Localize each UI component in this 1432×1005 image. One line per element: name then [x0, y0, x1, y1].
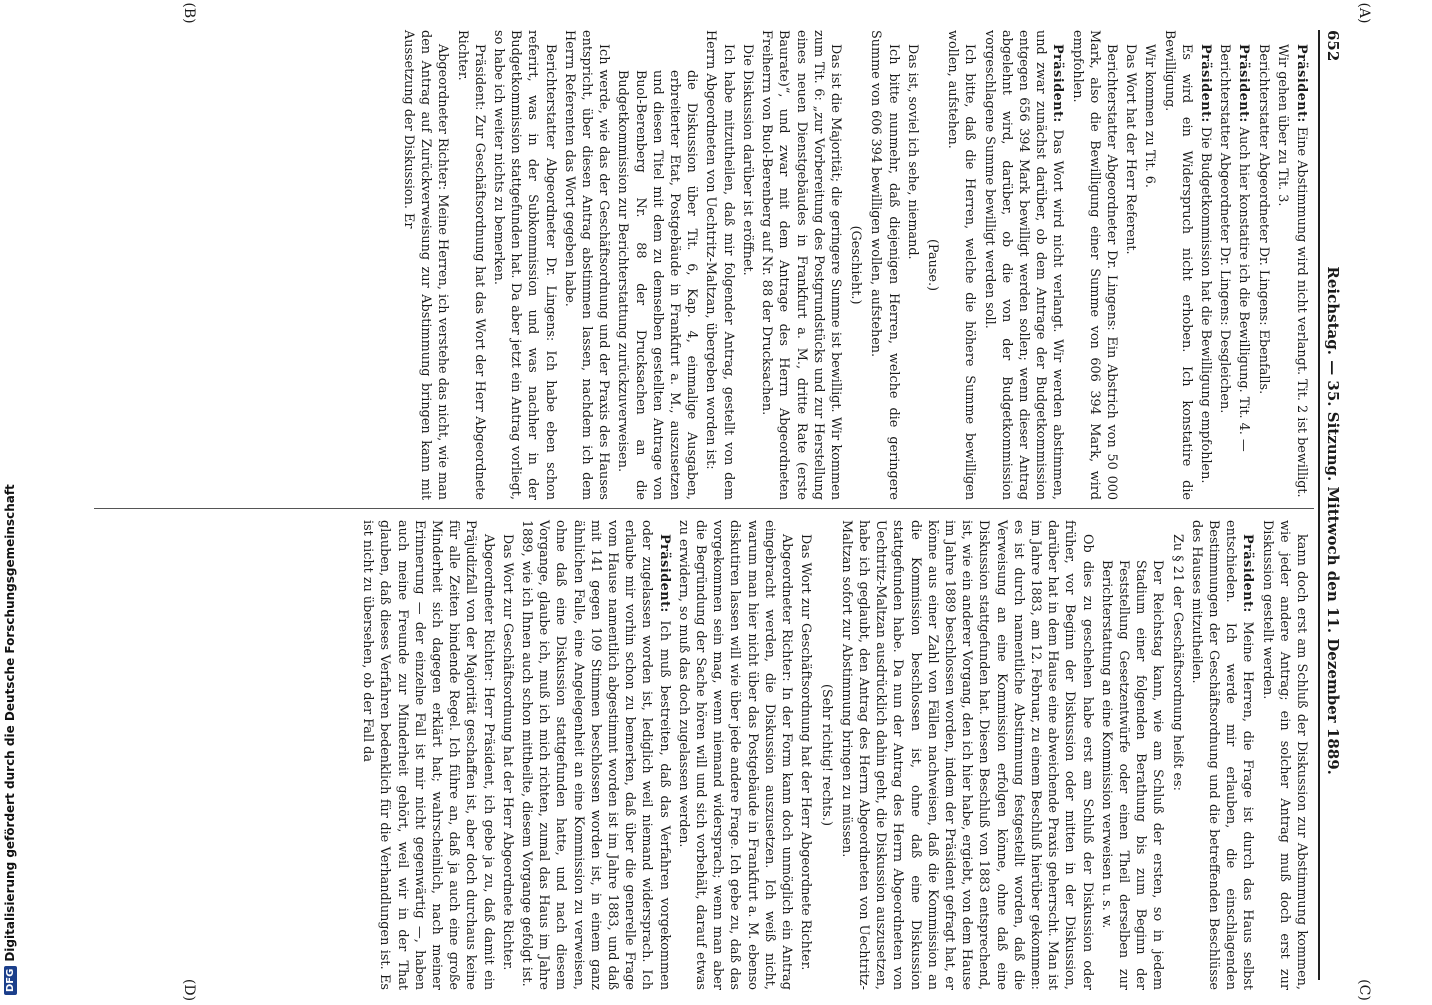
speaker-label: Präsident: — [1294, 44, 1309, 123]
page-header — [1324, 30, 1352, 980]
speaker-label: Präsident: — [1050, 44, 1066, 123]
paragraph — [1068, 30, 1120, 500]
paragraph-text: Abgeordneter Richter: Herr Präsident, ich gebe ja zu, daß damit ein Präjudizfall von der Majorität geschaffen ist, aber doch durchaus keine für alle Zeiten bindende Regel. Ich führe an, daß ja auch eine große Minderheit sich dagegen erklärt hat; wahrscheinlich, nach meiner Erinnerung — der einzelne Fall ist mir nicht gegenwärtig —, haben auch meine Freunde zur Minderheit gehört, weil wir in der That glauben, daß dieses Verfahren bedenklich für die Verhandlungen ist. Es ist nicht zu übersehen, ob der Fall da — [360, 520, 496, 990]
paragraph-text: Berichterstatter Abgeordneter Dr. Lingens: Ich habe eben schon referirt, was in der Subkommission und was nachher in der Budgetkommission stattgefunden hat. Da aber jetzt ein Antrag vorliegt, so habe ich weiter nichts zu bemerken. — [491, 30, 558, 500]
paragraph-text: Es wird ein Widerspruch nicht erhoben. Ich konstatire die Bewilligung. — [1161, 30, 1194, 500]
credit-text: Digitalisierung gefördert durch die Deutsche Forschungsgemeinschaft — [3, 484, 17, 962]
header-rule — [1318, 30, 1320, 980]
margin-letter-a: (A) — [1356, 2, 1372, 24]
paragraph — [980, 30, 1066, 500]
margin-letter-b: (B) — [181, 2, 197, 24]
paragraph — [758, 30, 844, 500]
paragraph — [904, 30, 921, 500]
paragraph — [453, 30, 487, 500]
running-title: Reichstag. — 35. Sitzung. Mittwoch den 11. Dezember 1889. — [1324, 266, 1342, 775]
paragraph-text: Eine Abstimmung wird nicht verlangt. Tit. 2 ist bewilligt. — [1294, 122, 1309, 498]
paragraph-text: Wir kommen zu Tit. 6. — [1142, 44, 1158, 188]
paragraph — [838, 520, 1096, 990]
paragraph — [1274, 30, 1291, 500]
paragraph-text: Zu § 21 der Geschäftsordnung heißt es: — [1169, 534, 1185, 791]
paragraph — [702, 30, 736, 500]
paragraph-text: kann doch erst am Schluß der Diskussion zur Abstimmung kommen, wie jeder andere Antrag; ein solcher Antrag muß doch erst zur Diskussion gestellt werden. — [1259, 520, 1309, 990]
paragraph — [1235, 30, 1252, 500]
paragraph — [1293, 30, 1310, 500]
paragraph-text: Ich muß bestreiten, daß das Verfahren vorgekommen oder zugelassen worden ist, lediglich weil niemand widersprach. Ich erlaube mir vorhin schon zu bemerken, daß über die generelle Frage vom Hause namentlich abgestimmt worden ist im Jahre 1883, und daß mit 141 gegen 109 Stimmen beschlossen worden ist, in einem ganz ähnlichen Falle, eine Angelegenheit an eine Kommission zu verweisen, ohne daß eine Diskussion stattgefunden hatte, und nach diesem Vorgange, glaube ich, muß ich mich richten, zumal das Haus im Jahre 1889, wie ich Ihnen auch schon mittheilte, diesem Vorgange gefolgt ist. — [519, 520, 672, 990]
paragraph — [490, 30, 559, 500]
paragraph-text: Das Wort zur Geschäftsordnung hat der Herr Abgeordnete Richter. — [499, 534, 515, 971]
paragraph-text: Berichterstatter Abgeordneter Dr. Lingens: Ein Abstrich von 50 000 Mark, also die Bewilligung einer Summe von 606 394 Mark, wird empfohlen. — [1069, 30, 1119, 500]
paragraph-text: Abgeordneter Richter: Meine Herren, ich verstehe das nicht, wie man den Antrag auf Zurückverweisung zur Abstimmung bringen kann mit Aussetzung der Diskussion. Er — [401, 30, 451, 500]
paragraph — [817, 520, 834, 990]
paragraph-text: Ich bitte nunmehr, daß diejenigen Herren, welche die geringere Summe von 606 394 bewilligen wollen, aufstehen. — [868, 30, 901, 500]
paragraph-text: Das Wort zur Geschäftsordnung hat der Herr Abgeordnete Richter. — [798, 534, 814, 971]
paragraph-text: Das ist, soviel ich sehe, niemand. — [904, 44, 920, 260]
paragraph-text: Berichterstatter Abgeordneter Dr. Lingens: Ebenfalls. — [1255, 44, 1271, 395]
column-divider — [94, 508, 1314, 509]
right-column — [100, 520, 1310, 990]
speaker-label: Präsident: — [1236, 44, 1252, 123]
paragraph — [614, 30, 700, 500]
paragraph-text: Das ist die Majorität; die geringere Summe ist bewilligt. Wir kommen zum Tit. 6: „zur Vorbereitung des Postgrundstücks und zur Herstellung eines neuen Dienstgebäudes in Frankfurt a. M., dritte Rate (erste Baurate)“, und zwar mit dem Antrage des Herrn Abgeordneten Freiherrn von Buol-Berenberg auf Nr. 88 der Drucksachen. — [759, 30, 843, 500]
margin-letter-d: (D) — [181, 978, 197, 1002]
left-column — [100, 30, 1310, 500]
paragraph-text: (Pause.) — [924, 238, 940, 292]
digitization-credit — [0, 0, 22, 1000]
paragraph — [1168, 520, 1185, 990]
speaker-label: Präsident: — [1240, 534, 1256, 613]
paragraph-text: Ob dies zu geschehen habe erst am Schluß der Diskussion oder früher, vor Beginn der Diskussion oder mitten in der Diskussion, darüber hat in dem Hause eine abweichende Praxis geherrscht. Man ist im Jahre 1883, am 12. Februar, zu einem Beschluß hierüber gekommen: es ist durch namentliche Abstimmung festgestellt worden, daß die Verweisung an eine Kommission erfolgen könne, ohne daß eine Diskussion stattgefunden hat. Diesen Beschluß von 1883 entsprechend, ist, wie ein anderer Vorgang, den ich hier habe, ergiebt, von dem Hause im Jahre 1889 beschlossen worden, indem der Präsident gefragt hat, er könne aus einer Zahl von Fällen nachweisen, daß die Kommission an die Kommission beschlossen ist, ohne daß eine Diskussion stattgefunden habe. Da nun der Antrag des Herrn Abgeordneten von Uechtritz-Maltzan ausdrücklich dahin geht, die Diskussion auszusetzen, habe ich geglaubt, den Antrag des Herrn Abgeordneten von Uechtritz-Maltzan sofort zur Abstimmung bringen zu müssen. — [838, 520, 1095, 990]
paragraph-text: Ich bitte, daß die Herren, welche die höhere Summe bewilligen wollen, aufstehen. — [945, 30, 978, 500]
paragraph — [847, 30, 864, 500]
paragraph-text: Ich werde, wie das der Geschäftsordnung und der Praxis des Hauses entspricht, über diesen Antrag abstimmen lassen, nachdem ich dem Herrn Referenten das Wort gegeben habe. — [561, 30, 612, 500]
paragraph-text: Auch hier konstatire ich die Bewilligung. Tit. 4. — — [1236, 122, 1252, 452]
paragraph-text: Präsident: Zur Geschäftsordnung hat das Wort der Herr Abgeordnete Richter. — [454, 30, 487, 500]
paragraph-text: Ich habe mitzutheilen, daß mir folgender Antrag, gestellt von dem Herrn Abgeordneten von Uechtritz-Maltzan, übergeben worden ist: — [703, 30, 736, 500]
paragraph-text: Abgeordneter Richter: In der Form kann doch unmöglich ein Antrag eingebracht werden, die Diskussion auszusetzen. Ich weiß nicht, warum man hier nicht über das Postgebäude in Frankfurt a. M. ebenso diskutiren lassen will wie über jede andere Frage. Ich gebe zu, daß das vorgekommen sein mag, wenn niemand widersprach; wenn man aber die Begründung der Sache hören will und sich vorbehält, darauf etwas zu erwidern, so muß das doch zugelassen werden. — [675, 520, 795, 990]
paragraph-text: Berichterstatter Abgeordneter Dr. Lingens: Desgleichen. — [1217, 44, 1233, 414]
paragraph-text: Der Reichstag kann, wie am Schluß der ersten, so in jedem Stadium einer folgenden Berathung bis zum Beginn der Feststellung Gesetzentwürfe oder einen Theil derselben zur Berichterstattung an eine Kommission verweisen u. s. w. — [1098, 560, 1166, 990]
paragraph — [499, 520, 516, 990]
paragraph — [1098, 520, 1167, 990]
paragraph-text: Meine Herren, die Frage ist durch das Haus selbst entschieden. Ich werde mir erlauben, die einschlagenden Bestimmungen der Geschäftsordnung und die betreffenden Beschlüsse des Hauses mitzutheilen. — [1188, 520, 1256, 990]
paragraph — [1254, 30, 1271, 500]
paragraph — [1160, 30, 1194, 500]
paragraph — [867, 30, 901, 500]
paragraph-text: Die Budgetkommission hat die Bewilligung empfohlen. — [1197, 122, 1213, 484]
paragraph-text: (Sehr richtig! rechts.) — [818, 684, 834, 826]
paragraph — [400, 30, 452, 500]
paragraph-text: Das Wort wird nicht verlangt. Wir werden abstimmen, und zwar zunächst darüber, ob dem Antrage der Budgetkommission entgegen 656 394 Mark bewilligt werden sollen; wenn dieser Antrag abgelehnt wird, darüber, ob die von der Budgetkommission vorgeschlagene Summe bewilligt werden soll. — [981, 30, 1066, 500]
paragraph — [1188, 520, 1257, 990]
page-number: 652 — [1324, 30, 1342, 62]
paragraph — [1197, 30, 1214, 500]
speaker-label: Präsident: — [656, 534, 672, 613]
paragraph — [1141, 30, 1158, 500]
paragraph — [359, 520, 497, 990]
paragraph — [797, 520, 814, 990]
paragraph — [924, 30, 941, 500]
paragraph — [1216, 30, 1233, 500]
paragraph — [739, 30, 756, 500]
margin-letter-c: (C) — [1356, 979, 1372, 1001]
speaker-label: Präsident: — [1197, 44, 1213, 123]
paragraph-text: Das Wort hat der Herr Referent. — [1123, 44, 1139, 255]
paragraph-text: die Diskussion über Tit. 6, Kap. 4, einmalige Ausgaben, erbreiterter Etat, Postgebäude in Frankfurt a. M., auszusetzen und diesen Titel mit dem zu demselben gestellten Antrage von Buol-Berenberg Nr. 88 der Drucksachen an die Budgetkommission zur Berichterstattung zurückzuverweisen. — [615, 70, 700, 500]
dfg-logo: DFG — [4, 966, 17, 995]
paragraph-text: Wir gehen über zu Tit. 3. — [1274, 44, 1290, 207]
paragraph — [675, 520, 795, 990]
paragraph — [1122, 30, 1139, 500]
paragraph — [518, 520, 673, 990]
paragraph — [1258, 520, 1310, 990]
paragraph-text: Die Diskussion darüber ist eröffnet. — [739, 44, 755, 276]
paragraph-text: (Geschieht.) — [848, 225, 864, 305]
paragraph — [944, 30, 978, 500]
paragraph — [561, 30, 613, 500]
